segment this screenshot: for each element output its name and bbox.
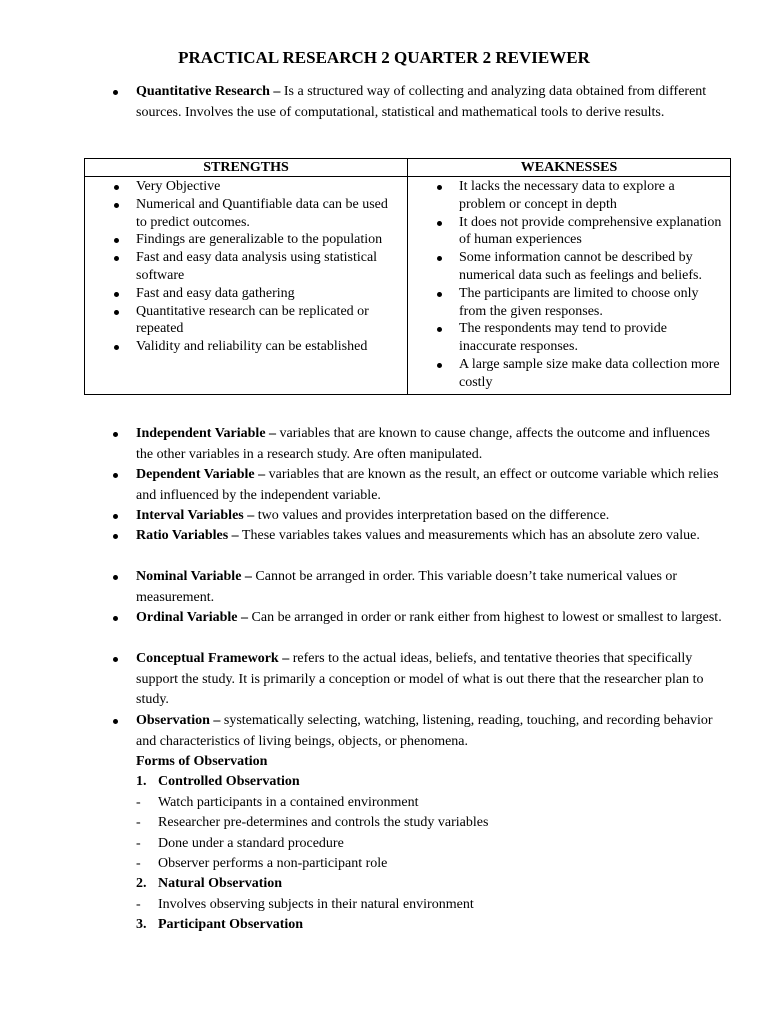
list-number: 2. — [136, 876, 147, 891]
list-item — [136, 895, 726, 916]
term: Dependent Variable – — [136, 467, 266, 482]
def-conceptual-framework — [136, 649, 726, 711]
list-item: Fast and easy data analysis using statistical software — [85, 249, 407, 285]
list-item: It lacks the necessary data to explore a problem or concept in depth — [408, 178, 730, 214]
definition-text: Is a structured way of collecting and analyzing data obtained from different sources. Involves the use of computational, statistical and mathematical tools to derive results. — [136, 84, 707, 120]
form-natural-observation — [136, 874, 726, 895]
strengths-weaknesses-table — [84, 158, 731, 395]
point-text: Done under a standard procedure — [158, 836, 344, 851]
def-independent-variable — [136, 424, 726, 465]
point-text: Researcher pre-determines and controls the study variables — [158, 815, 489, 830]
point-text: Involves observing subjects in their natural environment — [158, 897, 474, 912]
definition-text: refers to the actual ideas, beliefs, and tentative theories that specifically support the study. It is primarily a conception or model of what is out there that the researcher plan to study. — [136, 651, 704, 707]
term: Independent Variable – — [136, 426, 277, 441]
list-number: 3. — [136, 917, 147, 932]
definition-text: variables that are known as the result, an effect or outcome variable which relies and influenced by the independent variable. — [136, 467, 719, 503]
list-item: Some information cannot be described by numerical data such as feelings and beliefs. — [408, 249, 730, 285]
list-item: Very Objective — [85, 178, 407, 196]
list-item — [136, 854, 726, 875]
definition-text: Can be arranged in order or rank either from highest to lowest or smallest to largest. — [248, 610, 722, 625]
weaknesses-list — [408, 178, 730, 392]
dash-marker: - — [136, 836, 141, 851]
def-dependent-variable — [136, 465, 726, 506]
list-item: Numerical and Quantifiable data can be used to predict outcomes. — [85, 196, 407, 232]
point-text: Watch participants in a contained environment — [158, 795, 419, 810]
list-item: Fast and easy data gathering — [85, 285, 407, 303]
dash-marker: - — [136, 897, 141, 912]
table-body-row — [85, 177, 731, 395]
definition-text: variables that are known to cause change, affects the outcome and influences the other variables in a research study. Are often manipulated. — [136, 426, 710, 462]
intro-quantitative-research — [136, 82, 726, 123]
strengths-list — [85, 178, 407, 356]
definition-text: These variables takes values and measurements which has an absolute zero value. — [238, 528, 700, 543]
term: Observation – — [136, 713, 221, 728]
form-label: Natural Observation — [158, 876, 283, 891]
def-observation — [136, 711, 726, 752]
form-controlled-observation — [136, 772, 726, 793]
term: Interval Variables – — [136, 508, 255, 523]
forms-of-observation-heading: Forms of Observation — [136, 754, 268, 769]
list-item: Findings are generalizable to the population — [85, 231, 407, 249]
term: Conceptual Framework – — [136, 651, 290, 666]
list-item: A large sample size make data collection more costly — [408, 356, 730, 392]
table-header-row — [85, 159, 731, 177]
term: Nominal Variable – — [136, 569, 252, 584]
def-ordinal-variable — [136, 608, 726, 629]
weaknesses-header: WEAKNESSES — [408, 159, 731, 177]
form-label: Participant Observation — [158, 917, 304, 932]
list-item — [136, 813, 726, 834]
point-text: Observer performs a non-participant role — [158, 856, 388, 871]
strengths-cell — [85, 177, 408, 395]
def-ratio-variables — [136, 526, 726, 547]
form-participant-observation — [136, 915, 726, 936]
term: Quantitative Research – — [136, 84, 281, 99]
term: Ordinal Variable – — [136, 610, 249, 625]
document-title: PRACTICAL RESEARCH 2 QUARTER 2 REVIEWER — [178, 48, 590, 67]
list-item: Quantitative research can be replicated or repeated — [85, 303, 407, 339]
definition-text: Cannot be arranged in order. This variable doesn’t take numerical values or measurement. — [136, 569, 678, 605]
dash-marker: - — [136, 856, 141, 871]
list-item: Validity and reliability can be established — [85, 338, 407, 356]
form-label: Controlled Observation — [158, 774, 300, 789]
dash-marker: - — [136, 815, 141, 830]
definition-text: two values and provides interpretation based on the difference. — [254, 508, 610, 523]
strengths-header: STRENGTHS — [85, 159, 408, 177]
def-nominal-variable — [136, 567, 726, 608]
list-item: The respondents may tend to provide inaccurate responses. — [408, 320, 730, 356]
def-interval-variables — [136, 506, 726, 527]
term: Ratio Variables – — [136, 528, 239, 543]
list-item: It does not provide comprehensive explanation of human experiences — [408, 214, 730, 250]
list-number: 1. — [136, 774, 147, 789]
list-item — [136, 793, 726, 814]
list-item — [136, 834, 726, 855]
dash-marker: - — [136, 795, 141, 810]
weaknesses-cell — [408, 177, 731, 395]
definition-text: systematically selecting, watching, listening, reading, touching, and recording behavior and characteristics of living beings, objects, or phenomena. — [136, 713, 713, 749]
list-item: The participants are limited to choose only from the given responses. — [408, 285, 730, 321]
